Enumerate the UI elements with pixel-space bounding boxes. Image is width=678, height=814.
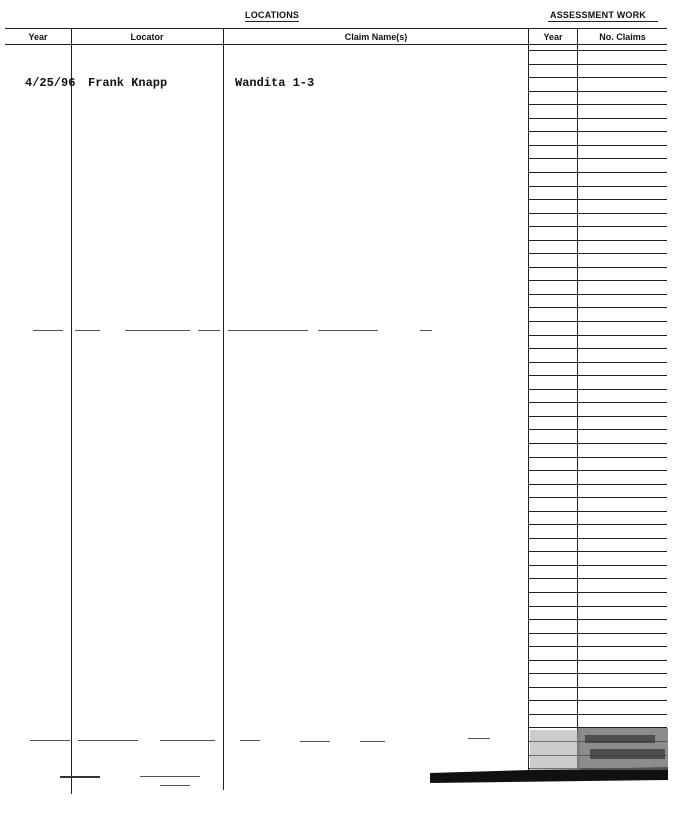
assessment-grid-rule	[529, 457, 667, 458]
scan-speck	[78, 740, 138, 741]
scan-speck	[318, 330, 378, 331]
assessment-grid-rule	[529, 64, 667, 65]
scan-speck	[360, 741, 385, 742]
assessment-grid-rule	[529, 267, 667, 268]
scan-speck	[60, 776, 100, 778]
assessment-grid-rule	[529, 484, 667, 485]
assessment-grid-rule	[529, 199, 667, 200]
assessment-grid-rule	[529, 606, 667, 607]
assessment-grid-rule	[529, 511, 667, 512]
divider-year-locator	[71, 28, 72, 794]
assessment-grid-rule	[529, 646, 667, 647]
assessment-grid-rule	[529, 348, 667, 349]
scan-smudge	[420, 725, 670, 790]
header-top-rule	[5, 28, 667, 29]
assessment-grid-rule	[529, 226, 667, 227]
assessment-grid-rule	[529, 240, 667, 241]
column-header-num-claims: No. Claims	[599, 32, 646, 42]
locations-section-title: LOCATIONS	[245, 10, 300, 20]
assessment-grid-rule	[529, 186, 667, 187]
assessment-work-section-title: ASSESSMENT WORK	[550, 10, 647, 20]
assessment-grid-rule	[529, 307, 667, 308]
assessment-grid-rule	[529, 497, 667, 498]
scan-speck	[420, 330, 432, 331]
assessment-grid-rule	[529, 551, 667, 552]
column-header-claim-names: Claim Name(s)	[344, 32, 408, 42]
assessment-grid-rule	[529, 524, 667, 525]
assessment-grid-rule	[529, 131, 667, 132]
assessment-underline	[548, 21, 658, 22]
scan-speck	[160, 740, 215, 741]
assessment-grid-rule	[529, 700, 667, 701]
divider-claims-assessment	[528, 28, 529, 780]
column-header-assessment-year: Year	[543, 32, 563, 42]
divider-locator-claims	[223, 28, 224, 790]
entry-locator: Frank Knapp	[88, 76, 168, 90]
assessment-grid-rule	[529, 280, 667, 281]
assessment-grid-rule	[529, 375, 667, 376]
header-bottom-rule	[5, 44, 667, 45]
assessment-grid-rule	[529, 321, 667, 322]
assessment-grid-rule	[529, 714, 667, 715]
scan-speck	[33, 330, 63, 331]
entry-claim-name: Wandita 1-3	[235, 76, 315, 90]
scan-speck	[198, 330, 220, 331]
assessment-grid-rule	[529, 50, 667, 51]
assessment-grid-rule	[529, 402, 667, 403]
assessment-grid-rule	[529, 673, 667, 674]
assessment-grid-rule	[529, 565, 667, 566]
assessment-grid-rule	[529, 619, 667, 620]
divider-assessment-year-claims	[577, 28, 578, 780]
scan-speck	[160, 785, 190, 786]
assessment-grid-rule	[529, 592, 667, 593]
column-header-locator: Locator	[130, 32, 164, 42]
assessment-grid-rule	[529, 145, 667, 146]
scan-speck	[240, 740, 260, 741]
scan-speck	[228, 330, 308, 331]
assessment-grid-rule	[529, 429, 667, 430]
scan-speck	[125, 330, 190, 331]
assessment-grid-rule	[529, 362, 667, 363]
assessment-grid-rule	[529, 335, 667, 336]
assessment-grid-rule	[529, 213, 667, 214]
assessment-grid-rule	[529, 443, 667, 444]
assessment-grid-rule	[529, 470, 667, 471]
column-header-year: Year	[28, 32, 48, 42]
assessment-grid-rule	[529, 633, 667, 634]
assessment-grid-rule	[529, 118, 667, 119]
assessment-grid-rule	[529, 253, 667, 254]
assessment-grid-rule	[529, 687, 667, 688]
entry-year: 4/25/96	[25, 76, 76, 90]
scan-speck	[300, 741, 330, 742]
assessment-grid-rule	[529, 158, 667, 159]
assessment-grid-rule	[529, 77, 667, 78]
assessment-grid-rule	[529, 91, 667, 92]
assessment-grid-rule	[529, 104, 667, 105]
scan-speck	[75, 330, 100, 331]
assessment-grid-rule	[529, 578, 667, 579]
locations-underline	[245, 21, 299, 22]
assessment-grid-rule	[529, 538, 667, 539]
assessment-grid-rule	[529, 416, 667, 417]
scan-speck	[140, 776, 200, 777]
assessment-grid-rule	[529, 294, 667, 295]
assessment-grid-rule	[529, 660, 667, 661]
assessment-grid-rule	[529, 172, 667, 173]
scan-speck	[30, 740, 70, 741]
assessment-grid-rule	[529, 389, 667, 390]
